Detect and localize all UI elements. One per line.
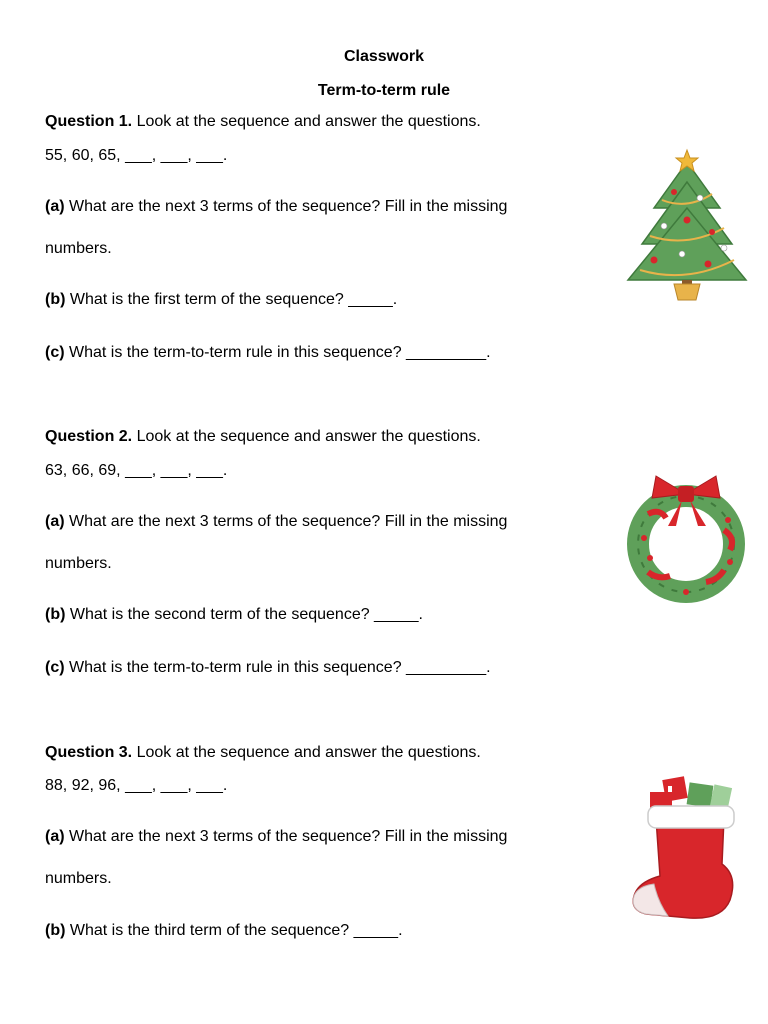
question-1-label: Question 1.	[45, 113, 133, 130]
part-text: What are the next 3 terms of the sequence? Fill in the missing	[64, 513, 508, 530]
part-text: What are the next 3 terms of the sequence? Fill in the missing	[64, 198, 508, 215]
part-label: (a)	[45, 198, 65, 215]
question-3b	[45, 922, 403, 940]
part-text: What is the second term of the sequence? _____.	[65, 606, 423, 623]
question-2a	[45, 513, 507, 531]
page-title: Classwork	[343, 48, 425, 65]
part-label: (a)	[45, 828, 65, 845]
part-text: What is the term-to-term rule in this sequence? _________.	[64, 344, 491, 361]
question-2-sequence: 63, 66, 69, ___, ___, ___.	[45, 462, 228, 479]
christmas-tree-icon	[624, 148, 750, 304]
question-2c	[45, 659, 491, 677]
question-3-heading	[45, 744, 481, 762]
question-1a-continued: numbers.	[45, 240, 112, 257]
question-3a-continued: numbers.	[45, 870, 112, 887]
question-1-intro: Look at the sequence and answer the questions.	[132, 113, 481, 130]
question-1c	[45, 344, 491, 362]
question-3-sequence: 88, 92, 96, ___, ___, ___.	[45, 777, 228, 794]
question-3a	[45, 828, 507, 846]
part-label: (b)	[45, 922, 66, 939]
part-label: (b)	[45, 291, 66, 308]
christmas-stocking-icon	[628, 772, 740, 928]
part-text: What is the first term of the sequence? _____.	[65, 291, 398, 308]
question-3-label: Question 3.	[45, 744, 133, 761]
part-label: (b)	[45, 606, 66, 623]
question-1-sequence: 55, 60, 65, ___, ___, ___.	[45, 147, 228, 164]
question-3-intro: Look at the sequence and answer the questions.	[132, 744, 481, 761]
part-text: What are the next 3 terms of the sequence? Fill in the missing	[64, 828, 508, 845]
question-2b	[45, 606, 423, 624]
question-2-label: Question 2.	[45, 428, 133, 445]
question-1b	[45, 291, 397, 309]
question-2a-continued: numbers.	[45, 555, 112, 572]
page-subtitle: Term-to-term rule	[317, 82, 451, 99]
part-label: (c)	[45, 344, 65, 361]
part-text: What is the term-to-term rule in this sequence? _________.	[64, 659, 491, 676]
part-label: (c)	[45, 659, 65, 676]
christmas-wreath-icon	[620, 468, 752, 608]
question-2-heading	[45, 428, 481, 446]
part-label: (a)	[45, 513, 65, 530]
part-text: What is the third term of the sequence? _____.	[65, 922, 403, 939]
question-1-heading	[45, 113, 481, 131]
question-2-intro: Look at the sequence and answer the questions.	[132, 428, 481, 445]
question-1a	[45, 198, 507, 216]
